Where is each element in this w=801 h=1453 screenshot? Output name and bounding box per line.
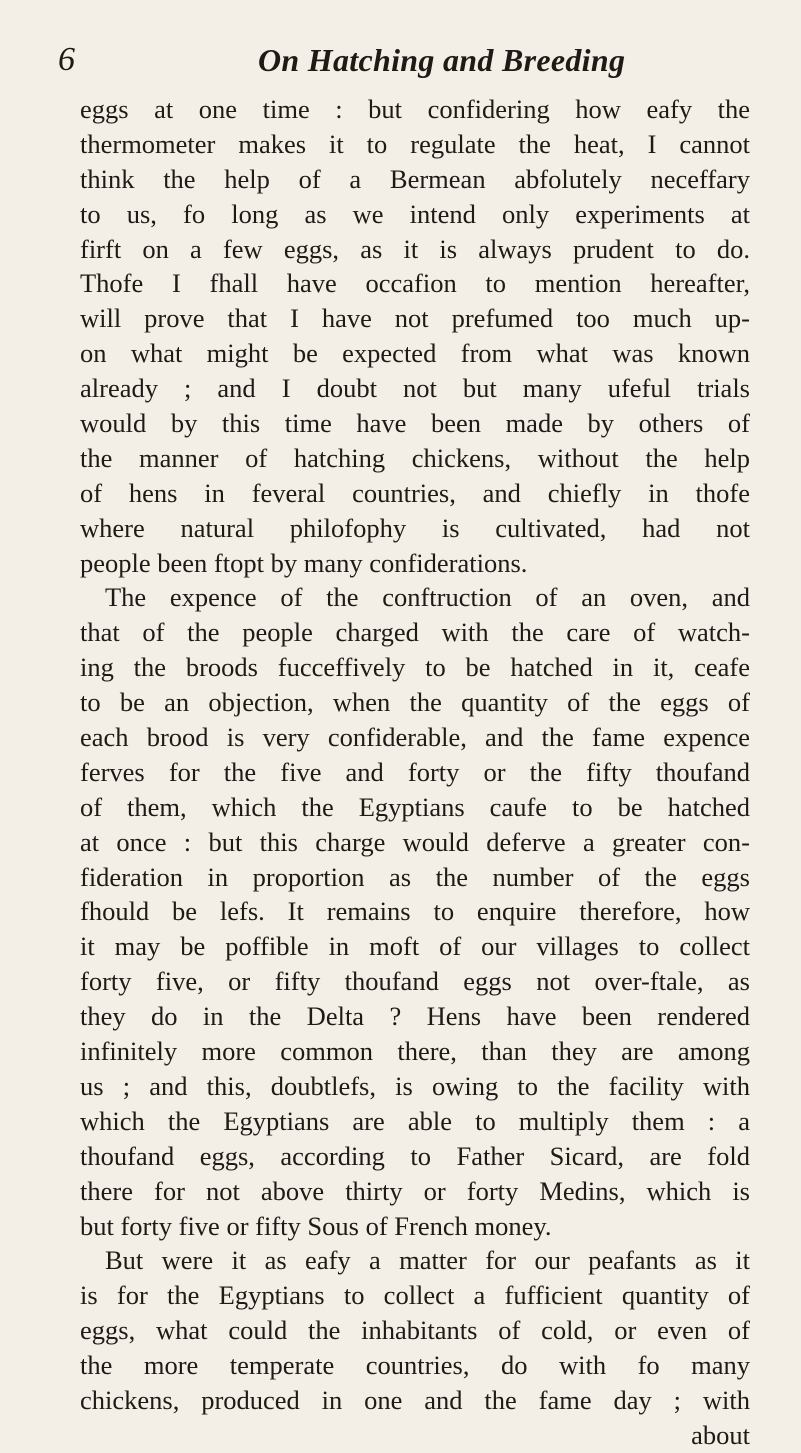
body-text	[80, 92, 750, 1453]
text-line: of hens in feveral countries, and chiefly in thofe	[80, 477, 750, 508]
text-line: eggs, what could the inhabitants of cold, or even of	[80, 1315, 750, 1346]
text-line: fideration in proportion as the number of the eggs	[80, 861, 750, 892]
text-line: at once : but this charge would deferve a greater con-	[80, 826, 750, 857]
text-line: the manner of hatching chickens, without the help	[80, 442, 750, 473]
catchword: about	[691, 1419, 750, 1450]
text-line: Thofe I fhall have occafion to mention hereafter,	[80, 268, 750, 299]
text-line: it may be poffible in moft of our villages to collect	[80, 931, 750, 962]
page-number: 6	[58, 41, 75, 78]
text-line: to be an objection, when the quantity of the eggs of	[80, 687, 750, 718]
text-line: is for the Egyptians to collect a fufficient quantity of	[80, 1280, 750, 1311]
text-line: eggs at one time : but confidering how eafy the	[80, 94, 750, 124]
text-line: which the Egyptians are able to multiply them : a	[80, 1105, 750, 1136]
running-title: On Hatching and Breeding	[258, 42, 626, 78]
text-line: that of the people charged with the care of watch-	[80, 617, 750, 648]
page-header	[58, 38, 731, 82]
text-line: fhould be lefs. It remains to enquire therefore, how	[80, 896, 750, 927]
text-line: chickens, produced in one and the fame day ; with	[80, 1384, 750, 1415]
text-line: but forty five or fifty Sous of French money.	[80, 1210, 552, 1241]
text-line: to us, fo long as we intend only experiments at	[80, 198, 750, 229]
text-line: forty five, or fifty thoufand eggs not over-ftale, as	[80, 966, 750, 997]
text-line: But were it as eafy a matter for our peafants as it	[105, 1245, 750, 1276]
text-line: thoufand eggs, according to Father Sicard, are fold	[80, 1140, 750, 1171]
text-line: will prove that I have not prefumed too much up-	[80, 303, 750, 334]
text-line: they do in the Delta ? Hens have been rendered	[80, 1001, 750, 1032]
text-line: already ; and I doubt not but many ufeful trials	[80, 373, 750, 404]
text-line: would by this time have been made by others of	[80, 408, 750, 439]
text-line: each brood is very confiderable, and the fame expence	[80, 722, 750, 753]
text-line: firft on a few eggs, as it is always prudent to do.	[80, 233, 750, 264]
text-line: us ; and this, doubtlefs, is owing to the facility with	[80, 1070, 750, 1101]
text-line: infinitely more common there, than they are among	[80, 1036, 750, 1067]
text-line: on what might be expected from what was known	[80, 338, 750, 369]
text-line: The expence of the conftruction of an oven, and	[105, 582, 750, 613]
text-line: thermometer makes it to regulate the heat, I cannot	[80, 128, 750, 159]
text-line: the more temperate countries, do with fo many	[80, 1350, 750, 1381]
text-line: there for not above thirty or forty Medins, which is	[80, 1175, 750, 1206]
text-line: ferves for the five and forty or the fifty thoufand	[80, 756, 750, 787]
text-line: where natural philofophy is cultivated, had not	[80, 512, 750, 543]
text-line: of them, which the Egyptians caufe to be hatched	[80, 791, 750, 822]
text-line: people been ftopt by many confiderations.	[80, 547, 528, 578]
text-line: ing the broods fucceffively to be hatched in it, ceafe	[80, 652, 750, 683]
text-line: think the help of a Bermean abfolutely neceffary	[80, 163, 750, 194]
